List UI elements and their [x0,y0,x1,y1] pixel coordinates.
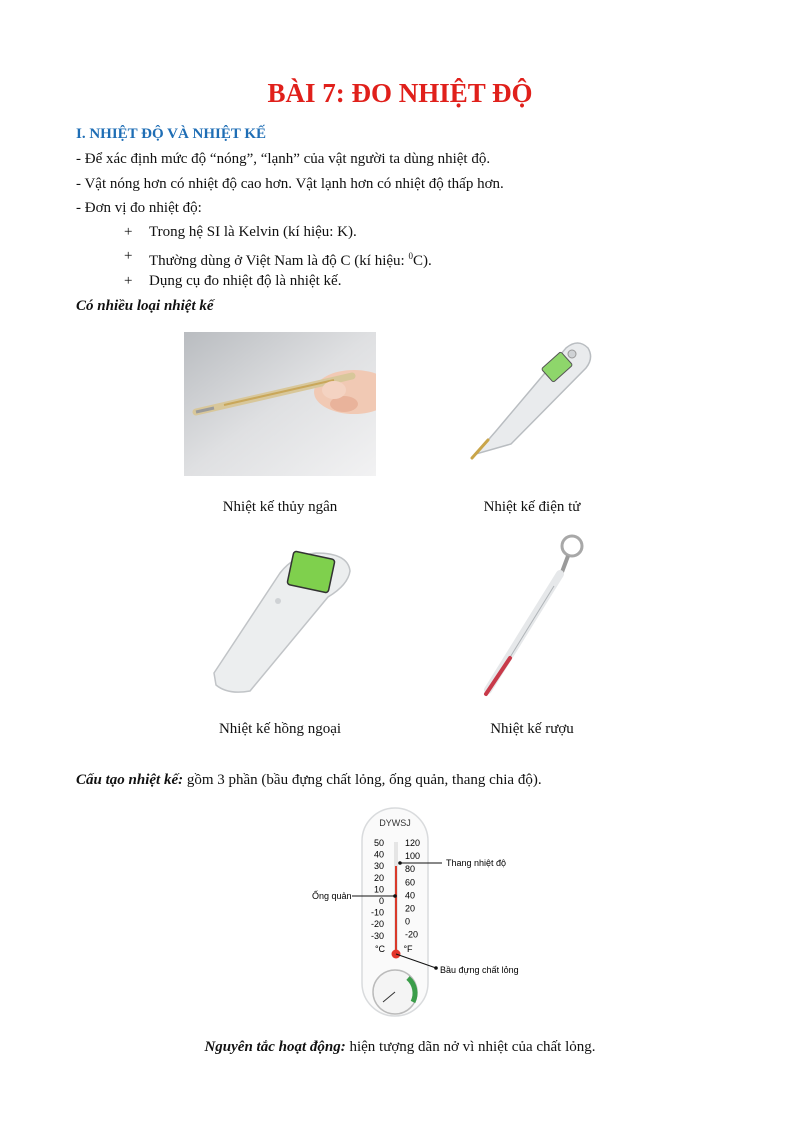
fahrenheit-tick-label: 100 [405,851,421,862]
bullet-celsius: Thường dùng ở Việt Nam là độ C (kí hiệu: $^0$C). [149,251,432,269]
caption-infrared: Nhiệt kế hồng ngoại [218,721,342,737]
celsius-tick-label: 20 [373,872,384,883]
structure-line: Cấu tạo nhiệt kế: gồm 3 phần (bầu đựng chất lỏng, ống quản, thang chia độ). [76,772,542,788]
text-line-1: - Để xác định mức độ “nóng”, “lạnh” của vật người ta dùng nhiệt độ. [76,151,491,167]
bullet-instrument: Dụng cụ đo nhiệt độ là nhiệt kế. [149,273,342,289]
celsius-tick-label: -10 [370,907,384,918]
caption-alcohol: Nhiệt kế rượu [490,721,574,737]
text-line-3: - Đơn vị đo nhiệt độ: [76,200,202,216]
section-heading: I. NHIỆT ĐỘ VÀ NHIỆT KẾ [76,126,267,142]
callout-tube: Ống quản [312,891,352,901]
types-heading: Có nhiều loại nhiệt kế [76,298,214,314]
callout-bulb: Bầu đựng chất lỏng [440,965,519,975]
fahrenheit-tick-label: 60 [405,877,416,888]
alcohol-thermometer-image [474,532,590,702]
fahrenheit-tick-label: 0 [405,916,411,927]
page-title: BÀI 7: ĐO NHIỆT ĐỘ [267,78,533,108]
celsius-tick-label: -20 [370,919,384,930]
bullet-mark: + [124,273,133,289]
infrared-thermometer-image [208,545,356,695]
fahrenheit-tick-label: -20 [405,929,419,940]
caption-electronic: Nhiệt kế điện tử [483,499,581,515]
fahrenheit-tick-label: 40 [405,890,416,901]
fahrenheit-tick-label: 120 [405,838,421,848]
celsius-tick-label: 10 [373,884,384,895]
principle-line: Nguyên tắc hoạt động: hiện tượng dãn nở vì nhiệt của chất lỏng. [204,1039,596,1055]
diagram-brand: DYWSJ [379,818,411,828]
thermometer-diagram [300,806,540,1018]
unit-fahrenheit: °F [403,944,413,954]
celsius-tick-label: 40 [373,849,384,860]
bullet-mark: + [124,248,133,264]
caption-mercury: Nhiệt kế thủy ngân [222,499,338,515]
mercury-thermometer-image [184,332,376,476]
fahrenheit-tick-label: 80 [405,864,416,875]
celsius-tick-label: -30 [370,930,384,941]
celsius-tick-label: 0 [378,896,384,906]
celsius-tick-label: 30 [373,861,384,872]
text-line-2: - Vật nóng hơn có nhiệt độ cao hơn. Vật lạnh hơn có nhiệt độ thấp hơn. [76,176,504,192]
fahrenheit-tick-label: 20 [405,903,416,914]
celsius-tick-label: 50 [373,838,384,848]
callout-scale: Thang nhiệt độ [446,858,507,868]
bullet-mark: + [124,224,133,240]
electronic-thermometer-image [466,336,596,461]
unit-celsius: °C [374,944,386,954]
bullet-si-unit: Trong hệ SI là Kelvin (kí hiệu: K). [149,224,357,240]
